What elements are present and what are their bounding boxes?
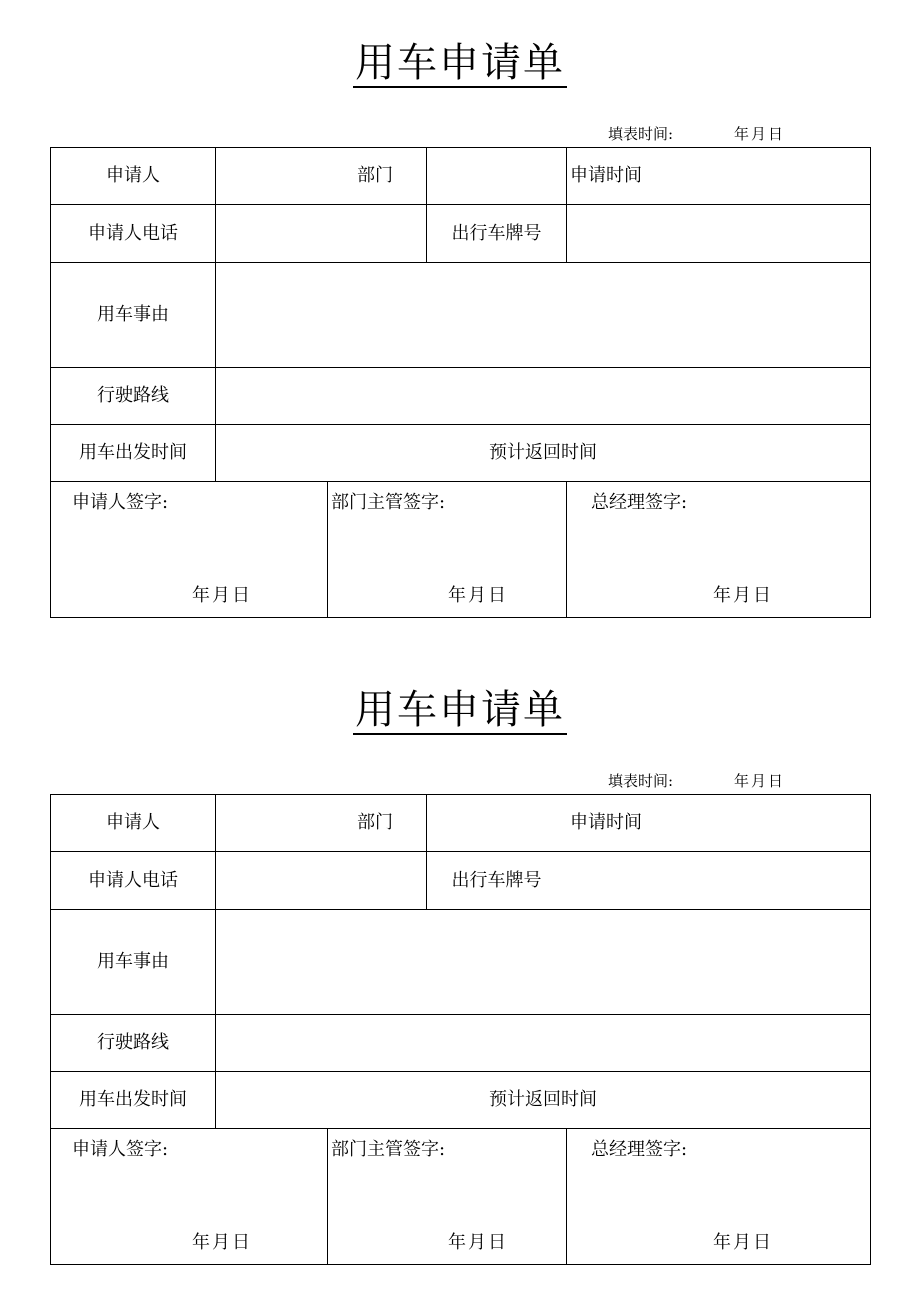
fill-date-value: 年月日 bbox=[734, 772, 786, 790]
row-separator bbox=[50, 851, 871, 852]
department-label: 部门 bbox=[357, 165, 393, 186]
applicant-label: 申请人 bbox=[106, 165, 160, 186]
row-separator bbox=[50, 262, 871, 263]
row-separator bbox=[50, 1071, 871, 1072]
manager-signature-date: 年月日 bbox=[448, 585, 508, 606]
reason-label: 用车事由 bbox=[97, 951, 169, 972]
form-title-text: 用车申请单 bbox=[355, 40, 565, 86]
route-label: 行驶路线 bbox=[97, 1032, 169, 1053]
col-separator bbox=[215, 794, 216, 1129]
col-separator bbox=[566, 1128, 567, 1265]
depart-time-label: 用车出发时间 bbox=[79, 1089, 187, 1110]
phone-label: 申请人电话 bbox=[88, 870, 178, 891]
manager-signature-date: 年月日 bbox=[448, 1232, 508, 1253]
phone-label: 申请人电话 bbox=[88, 223, 178, 244]
row-separator bbox=[50, 204, 871, 205]
row-separator bbox=[50, 481, 871, 482]
table-border-bottom bbox=[50, 617, 871, 618]
col-separator bbox=[566, 147, 567, 263]
applicant-signature-label: 申请人签字: bbox=[72, 1139, 169, 1160]
table-border-left bbox=[50, 794, 51, 1265]
applicant-signature-label: 申请人签字: bbox=[72, 492, 169, 513]
table-border-left bbox=[50, 147, 51, 618]
gm-signature-label: 总经理签字: bbox=[591, 1139, 688, 1160]
plate-label: 出行车牌号 bbox=[451, 870, 542, 891]
manager-signature-label: 部门主管签字: bbox=[331, 1139, 446, 1160]
table-border-top bbox=[50, 147, 871, 148]
applicant-signature-date: 年月日 bbox=[192, 1232, 252, 1253]
row-separator bbox=[50, 367, 871, 368]
row-separator bbox=[50, 1128, 871, 1129]
route-label: 行驶路线 bbox=[97, 385, 169, 406]
gm-signature-date: 年月日 bbox=[713, 1232, 773, 1253]
row-separator bbox=[50, 424, 871, 425]
form-title-text: 用车申请单 bbox=[355, 687, 565, 733]
col-separator bbox=[327, 481, 328, 618]
table-border-top bbox=[50, 794, 871, 795]
table-border-right bbox=[870, 147, 871, 618]
col-separator bbox=[327, 1128, 328, 1265]
department-label: 部门 bbox=[357, 812, 393, 833]
applicant-label: 申请人 bbox=[106, 812, 160, 833]
fill-date-label: 填表时间: bbox=[608, 125, 674, 143]
plate-label: 出行车牌号 bbox=[451, 223, 542, 244]
depart-time-label: 用车出发时间 bbox=[79, 442, 187, 463]
row-separator bbox=[50, 909, 871, 910]
table-border-right bbox=[870, 794, 871, 1265]
col-separator bbox=[566, 481, 567, 618]
apply-time-label: 申请时间 bbox=[570, 165, 642, 186]
return-time-label: 预计返回时间 bbox=[489, 442, 597, 463]
manager-signature-label: 部门主管签字: bbox=[331, 492, 446, 513]
gm-signature-date: 年月日 bbox=[713, 585, 773, 606]
table-border-bottom bbox=[50, 1264, 871, 1265]
form-title bbox=[0, 40, 920, 92]
return-time-label: 预计返回时间 bbox=[489, 1089, 597, 1110]
applicant-signature-date: 年月日 bbox=[192, 585, 252, 606]
fill-date-value: 年月日 bbox=[734, 125, 786, 143]
reason-label: 用车事由 bbox=[97, 304, 169, 325]
col-separator bbox=[215, 147, 216, 482]
fill-date-label: 填表时间: bbox=[608, 772, 674, 790]
apply-time-label: 申请时间 bbox=[570, 812, 642, 833]
gm-signature-label: 总经理签字: bbox=[591, 492, 688, 513]
form-title bbox=[0, 687, 920, 739]
row-separator bbox=[50, 1014, 871, 1015]
